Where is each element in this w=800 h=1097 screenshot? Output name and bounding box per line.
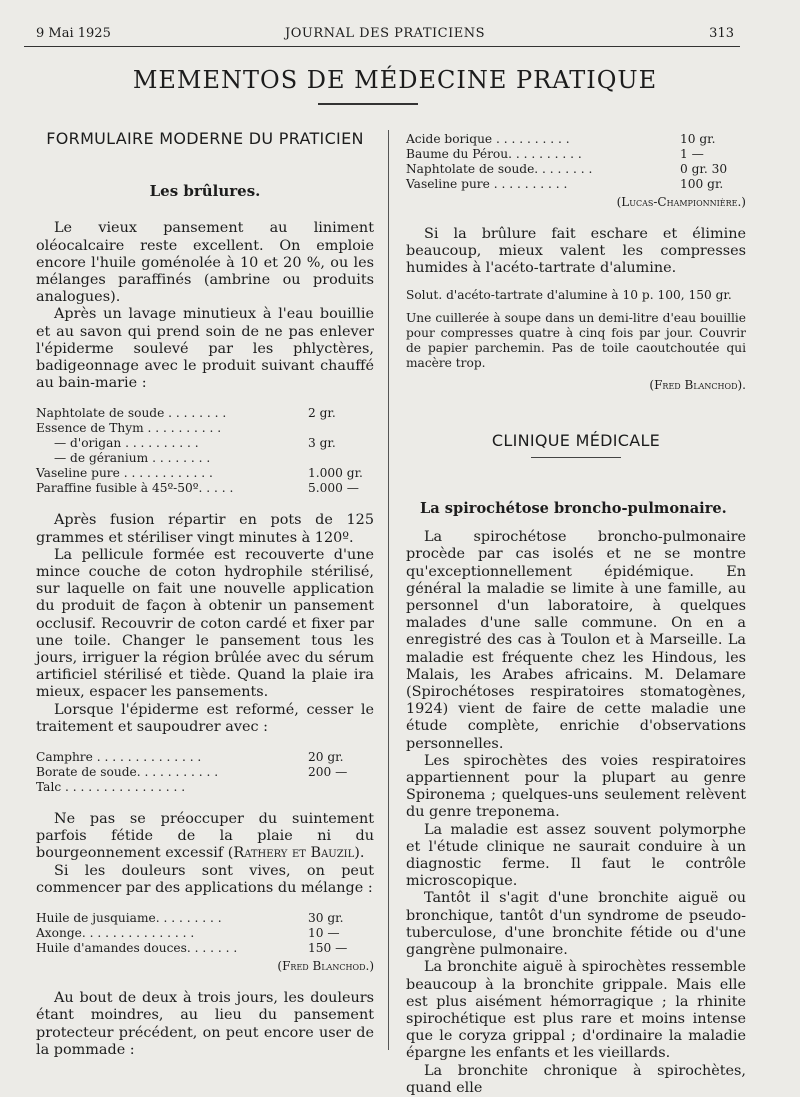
paragraph: La bronchite chronique à spirochètes, quand elle — [406, 1062, 746, 1096]
section-title-formulaire: FORMULAIRE MODERNE DU PRATICIEN — [46, 129, 364, 148]
recipe-author: (Fred Blanchod.) — [277, 959, 374, 974]
authors-citation: (Rathery et Bauzil). — [227, 845, 365, 862]
header-journal-title: JOURNAL DES PRATICIENS — [285, 26, 485, 41]
recipe-line: Acide borique . . . . . . . . . . 10 gr. — [406, 132, 716, 146]
recipe-line: Camphre . . . . . . . . . . . . . . 20 gr. — [36, 750, 344, 765]
recipe-line: Paraffine fusible à 45º-50º. . . . . 5.000 — — [36, 481, 359, 496]
header-rule — [24, 46, 740, 47]
column-separator — [388, 130, 389, 1050]
right-column — [406, 126, 746, 1097]
section-rule — [531, 457, 621, 458]
paragraph: Après un lavage minutieux à l'eau bouillie et au savon qui prend soin de ne pas enlever l'épiderme soulevé par les phlyctères, badigeonnage avec le produit suivant chauffé au bain-marie : — [36, 306, 374, 392]
recipe-line: Huile de jusquiame. . . . . . . . . 30 gr. — [36, 911, 344, 926]
paragraph: Au bout de deux à trois jours, les douleurs étant moindres, au lieu du pansement protecteur précédent, on peut encore user de la pommade : — [36, 990, 374, 1058]
subtitle-brulures: Les brûlures. — [149, 182, 261, 201]
recipe-line: Axonge. . . . . . . . . . . . . . . 10 — — [36, 926, 340, 941]
main-title: MEMENTOS DE MÉDECINE PRATIQUE — [132, 66, 658, 94]
paragraph: Après fusion répartir en pots de 125 grammes et stériliser vingt minutes à 120º. — [36, 512, 374, 546]
recipe-line: Vaseline pure . . . . . . . . . . . . 1.000 gr. — [36, 466, 363, 481]
recipe-line: Baume du Pérou. . . . . . . . . . 1 — — [406, 147, 704, 161]
title-rule — [318, 103, 418, 105]
recipe-line: — d'origan . . . . . . . . . . 3 gr. — [54, 436, 336, 451]
running-header — [36, 26, 734, 46]
recipe-line: — de géranium . . . . . . . . — [54, 451, 211, 466]
paragraph: Lorsque l'épiderme est reformé, cesser le traitement et saupoudrer avec : — [36, 701, 374, 735]
header-page-number: 313 — [709, 26, 734, 41]
paragraph: Tantôt il s'agit d'une bronchite aiguë ou bronchique, tantôt d'un syndrome de pseudo-tuberculose, d'une bronchite fétide ou d'une gangrène pulmonaire. — [406, 890, 746, 959]
recipe-2 — [36, 750, 374, 795]
recipe-line: Huile d'amandes douces. . . . . . . 150 — — [36, 941, 348, 956]
paragraph: La maladie est assez souvent polymorphe et l'étude clinique ne saurait conduire à un diagnostic ferme. Il faut le contrôle microscopique. — [406, 821, 746, 890]
paragraph: Les spirochètes des voies respiratoires appartiennent pour la plupart au genre Spironema ; quelques-uns seulement relèvent du genre treponema. — [406, 752, 746, 821]
paragraph: La pellicule formée est recouverte d'une mince couche de coton hydrophile stérilisé, sur laquelle on fait une nouvelle application du produit de façon à obtenir un pansement occlusif. Recouvrir de coton cardé et fixer par une toile. Changer le pansement tous les jours, irriguer la région brûlée avec du sérum artificiel stérilisé et tiède. Quand la plaie ira mieux, espacer les pansements. — [36, 546, 374, 701]
paragraph: Le vieux pansement au liniment oléocalcaire reste excellent. On emploie encore l'huile goménolée à 10 et 20 %, ou les mélanges paraffinés (ambrine ou produits analogues). — [36, 220, 374, 306]
recipe-line: Talc . . . . . . . . . . . . . . . . — [36, 780, 186, 795]
recipe-line: Vaseline pure . . . . . . . . . . 100 gr. — [406, 177, 724, 191]
subtitle-spirochetose: La spirochétose broncho-pulmonaire. — [420, 500, 727, 518]
section-title-clinique: CLINIQUE MÉDICALE — [491, 430, 661, 450]
solution-line: Solut. d'acéto-tartrate d'alumine à 10 p. 100, 150 gr. — [406, 287, 732, 302]
recipe-4 — [406, 132, 746, 210]
recipe-3 — [36, 911, 374, 974]
paragraph: La bronchite aiguë à spirochètes ressemble beaucoup à la bronchite grippale. Mais elle est plus aisément hémorragique ; la rhinite spirochétique est plus rare et moins intense que le coryza grippal ; d'ordinaire la maladie épargne les enfants et les vieillards. — [406, 959, 746, 1062]
header-date: 9 Mai 1925 — [36, 26, 111, 41]
recipe-1 — [36, 406, 374, 496]
recipe-line: Essence de Thym . . . . . . . . . . — [36, 421, 222, 436]
recipe-line: Naphtolate de soude . . . . . . . . 2 gr. — [36, 406, 336, 421]
paragraph: Ne pas se préoccuper du suintement parfois fétide de la plaie ni du bourgeonnement excessif (Rathery et Bauzil). — [36, 811, 374, 862]
paragraph-small: Une cuillerée à soupe dans un demi-litre d'eau bouillie pour compresses quatre à cinq fois par jour. Couvrir de papier parchemin. Pas de toile caoutchoutée qui macère trop. — [406, 310, 746, 370]
recipe-line: Borate de soude. . . . . . . . . . . 200 — — [36, 765, 348, 780]
recipe-line: Naphtolate de soude. . . . . . . . 0 gr. 30 — [406, 162, 728, 176]
paragraph: La spirochétose broncho-pulmonaire procède par cas isolés et ne se montre qu'exceptionnellement épidémique. En général la maladie se limite à une famille, au personnel d'un laboratoire, à quelques malades d'une salle commune. On en a enregistré des cas à Toulon et à Marseille. La maladie est fréquente chez les Hindous, les Malais, les Arabes africains. M. Delamare (Spirochétoses respiratoires stomatogènes, 1924) vient de faire de cette maladie une étude complète, enrichie d'observations personnelles. — [406, 529, 746, 752]
left-column — [36, 126, 374, 1059]
citation-author: (Fred Blanchod). — [649, 377, 746, 392]
paragraph: Si la brûlure fait eschare et élimine beaucoup, mieux valent les compresses humides à l'acéto-tartrate d'alumine. — [406, 226, 746, 277]
recipe-author: (Lucas-Championnière.) — [616, 195, 746, 209]
paragraph: Si les douleurs sont vives, on peut commencer par des applications du mélange : — [36, 862, 374, 896]
